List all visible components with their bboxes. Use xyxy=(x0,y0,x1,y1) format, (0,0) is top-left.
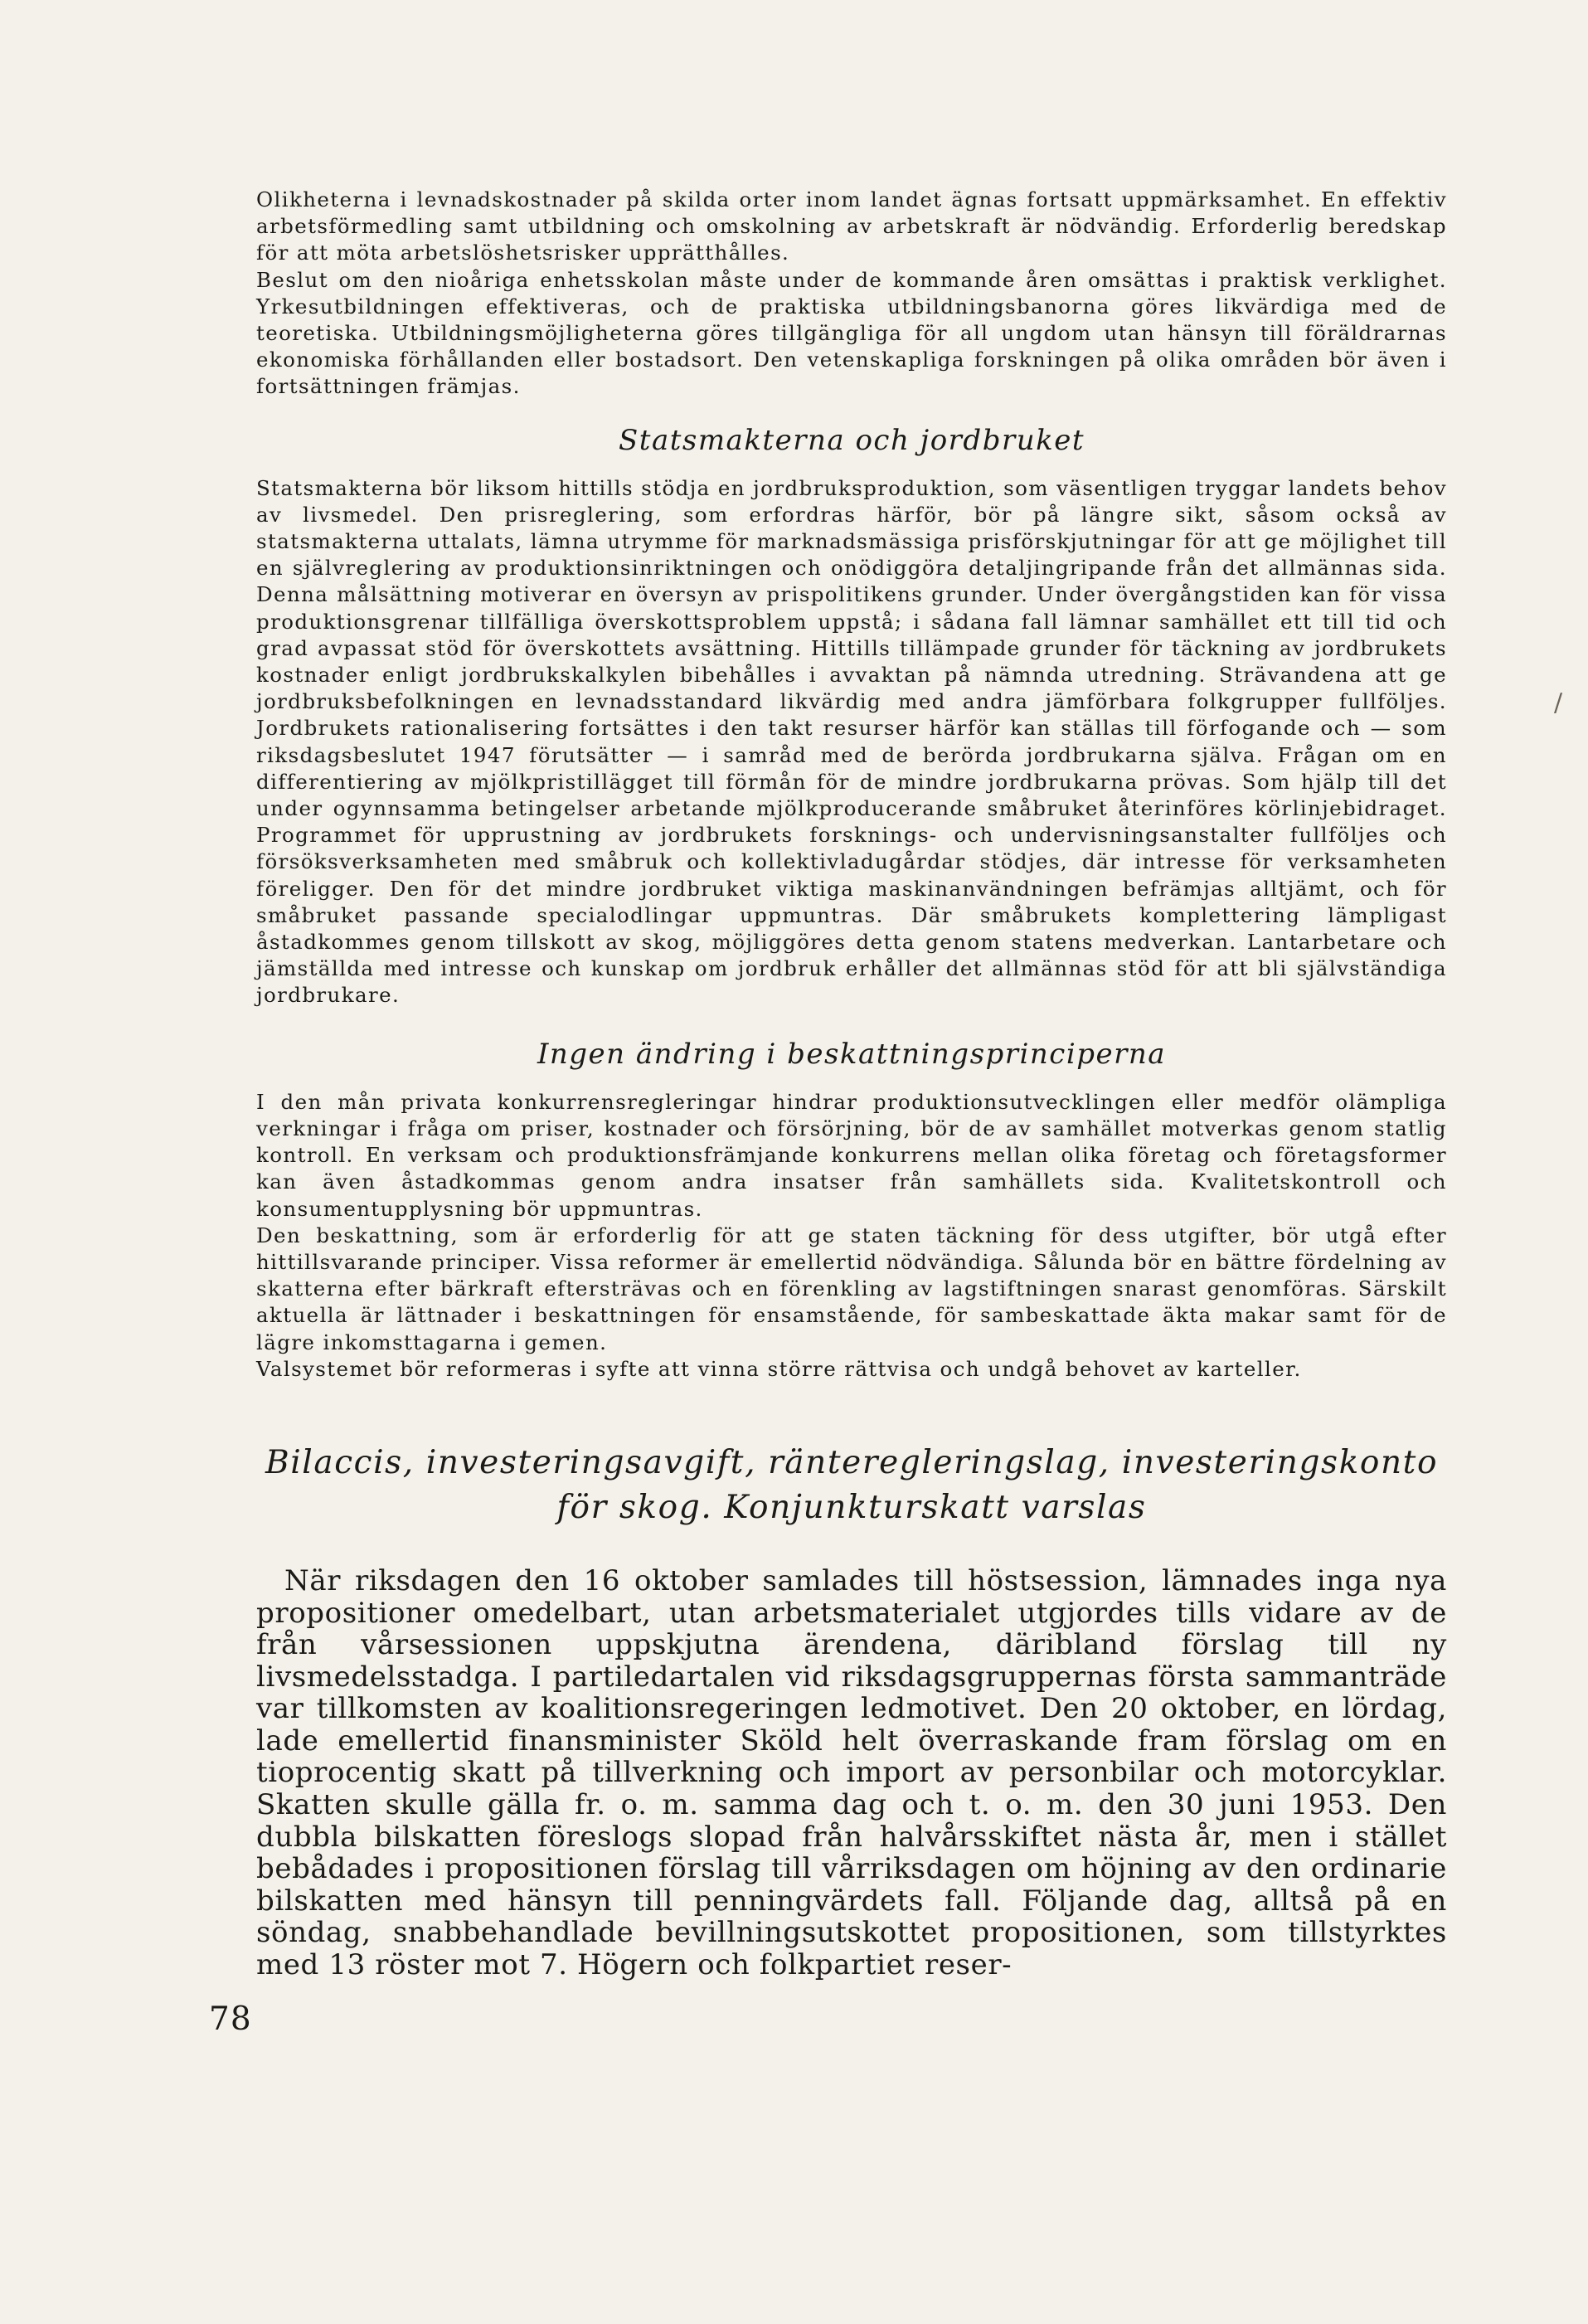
paragraph: Olikheterna i levnadskostnader på skilda orter inom landet ägnas fortsatt uppmärksamhet. En effektiv arbetsförmedling samt utbildning och omskolning av arbetskraft är nödvändig. Erforderlig beredskap för att möta arbetslöshetsrisker upprätthålles. xyxy=(256,187,1447,265)
paragraph: Den beskattning, som är erforderlig för att ge staten täckning för dess utgifter, bör utgå efter hittillsvarande principer. Vissa reformer är emellertid nödvändiga. Sålunda bör en bättre fördelning av skatterna efter bärkraft eftersträvas och en förenkling av lagstiftningen snarast genomföras. Särskilt aktuella är lättnader i beskattningen för ensamstående, för sambeskattade äkta makar samt för de lägre inkomsttagarna i gemen. xyxy=(256,1223,1447,1354)
main-heading-line-2: för skog. Konjunkturskatt varslas xyxy=(556,1488,1147,1526)
paragraph: Beslut om den nioåriga enhetsskolan måste under de kommande åren omsättas i praktisk verklighet. Yrkesutbildningen effektiveras, och de praktiska utbildningsbanorna göres likvärdiga med de teoretiska. Utbildningsmöjligheterna göres tillgängliga för all ungdom utan hänsyn till föräldrarnas ekonomiska förhållanden eller bostadsort. Den vetenskapliga forskningen på olika områden bör även i fortsättningen främjas. xyxy=(256,267,1447,399)
body-section xyxy=(256,1565,1447,1981)
section-heading-beskattning: Ingen ändring i beskattningsprinciperna xyxy=(537,1037,1167,1071)
paragraph: När riksdagen den 16 oktober samlades till höstsession, lämnades inga nya propositioner omedelbart, utan arbetsmaterialet utgjordes tills vidare av de från vårsessionen uppskjutna ärendena, däribland förslag till ny livsmedelsstadga. I partiledartalen vid riksdagsgruppernas första sammanträde var tillkomsten av koalitionsregeringen ledmotivet. Den 20 oktober, en lördag, lade emellertid finansminister Sköld helt överraskande fram förslag om en tioprocentig skatt på tillverkning och import av personbilar och motorcyklar. Skatten skulle gälla fr. o. m. samma dag och t. o. m. den 30 juni 1953. Den dubbla bilskatten föreslogs slopad från halvårsskiftet nästa år, men i stället bebådades i propositionen förslag till vårriksdagen om höjning av den ordinarie bilskatten med hänsyn till penningvärdets fall. Följande dag, alltså på en söndag, snabbehandlade bevillningsutskottet propositionen, som tillstyrktes med 13 röster mot 7. Högern och folkpartiet reser- xyxy=(256,1563,1447,1982)
paragraph: Valsystemet bör reformeras i syfte att vinna större rättvisa och undgå behovet av karteller. xyxy=(256,1356,1302,1381)
upper-section xyxy=(256,187,1447,401)
section-beskattning xyxy=(256,1089,1447,1383)
main-heading xyxy=(256,1441,1447,1530)
section-statsmakterna xyxy=(256,475,1447,1009)
page-number: 78 xyxy=(209,2001,252,2038)
text-column xyxy=(256,187,1447,1981)
margin-mark: / xyxy=(1554,688,1563,717)
section-heading-statsmakterna: Statsmakterna och jordbruket xyxy=(618,423,1085,457)
paragraph: Statsmakterna bör liksom hittills stödja en jordbruksproduktion, som väsentligen tryggar landets behov av livsmedel. Den prisreglering, som erfordras härför, bör på längre sikt, såsom också av statsmakterna uttalats, lämna utrymme för marknadsmässiga prisförskjutningar för att ge möjlighet till en självreglering av produktionsinriktningen och onödiggöra detaljingripande från det allmännas sida. Denna målsättning motiverar en översyn av prispolitikens grunder. Under övergångstiden kan för vissa produktionsgrenar tillfälliga överskottsproblem uppstå; i sådana fall lämnar samhället ett till tid och grad avpassat stöd för överskottets avsättning. Hittills tillämpade grunder för täckning av jordbrukets kostnader enligt jordbrukskalkylen bibehålles i avvaktan på nämnda utredning. Strävandena att ge jordbruksbefolkningen en levnadsstandard likvärdig med andra jämförbara folkgrupper fullföljes. Jordbrukets rationalisering fortsättes i den takt resurser härför kan ställas till förfogande och — som riksdagsbeslutet 1947 förutsätter — i samråd med de berörda jordbrukarna själva. Frågan om en differentiering av mjölkpristillägget till förmån för de mindre jordbrukarna prövas. Som hjälp till det under ogynnsamma betingelser arbetande mjölkproducerande småbruket återinföres körlinjebidraget. Programmet för upprustning av jordbrukets forsknings- och undervisningsanstalter fullföljes och försöksverksamheten med småbruk och kollektivladugårdar stödjes, där intresse för verksamheten föreligger. Den för det mindre jordbruket viktiga maskinanvändningen befrämjas alltjämt, och för småbruket passande specialodlingar uppmuntras. Där småbrukets komplettering lämpligast åstadkommes genom tillskott av skog, möjliggöres detta genom statens medverkan. Lantarbetare och jämställda med intresse och kunskap om jordbruk erhåller det allmännas stöd för att bli självständiga jordbrukare. xyxy=(256,475,1447,1008)
paragraph: I den mån privata konkurrensregleringar hindrar produktionsutvecklingen eller medför olämpliga verkningar i fråga om priser, kostnader och försörjning, bör de av samhället motverkas genom statlig kontroll. En verksam och produktionsfrämjande konkurrens mellan olika företag och företagsformer kan även åstadkommas genom andra insatser från samhällets sida. Kvalitetskontroll och konsumentupplysning bör uppmuntras. xyxy=(256,1089,1447,1221)
main-heading-line-1: Bilaccis, investeringsavgift, ränteregleringslag, investeringskonto xyxy=(265,1443,1439,1481)
